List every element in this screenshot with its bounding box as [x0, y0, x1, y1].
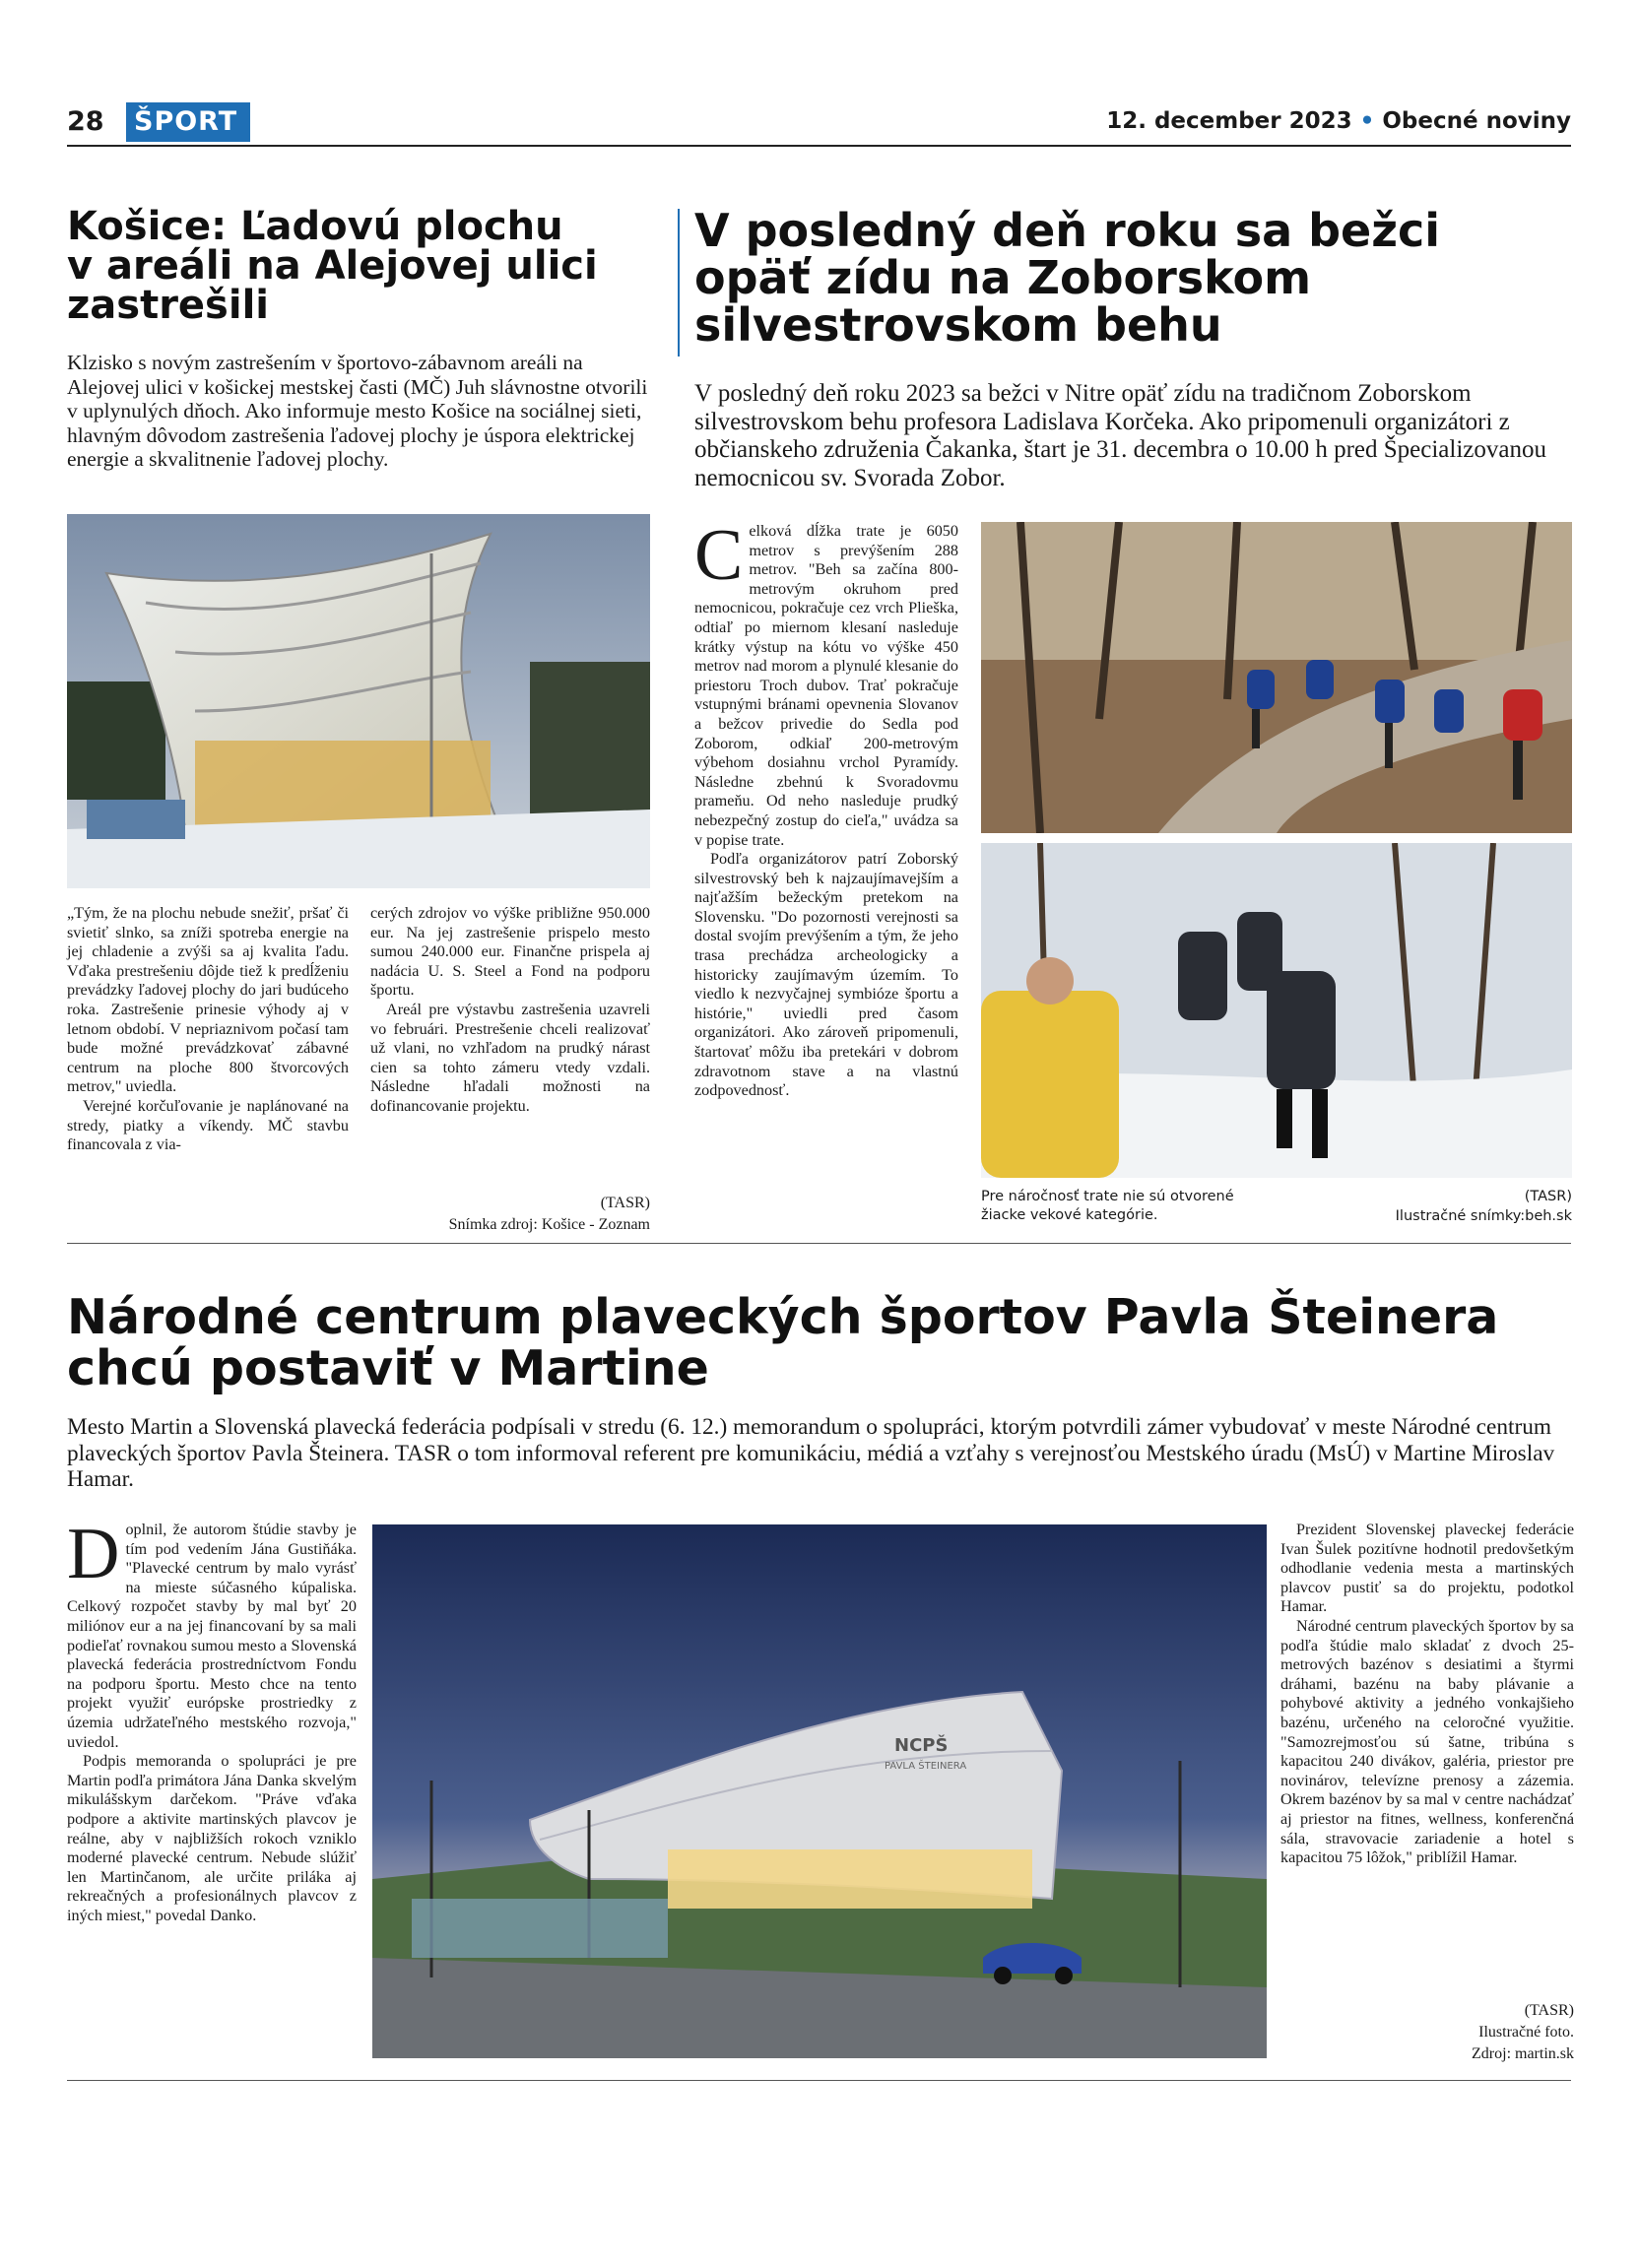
section-tag: ŠPORT	[126, 102, 250, 142]
article1-photo	[67, 514, 650, 888]
article1-lead: Klzisko s novým zastrešením v športovo-zábavnom areáli na Alejovej ulici v košickej mestskej časti (MČ) Juh slávnostne otvorili v uplynulých dňoch. Ako informuje mesto Košice na sociálnej sieti, hlavným dôvodom zastrešenia ľadovej plochy je úspora elektrickej energie a skvalitnenie ľadovej plochy.	[67, 351, 648, 471]
building-sign: NCPŠ	[894, 1735, 949, 1756]
article2-credit: (TASR)	[1524, 1189, 1572, 1204]
paragraph: Podpis memoranda o spolupráci je pre Martin podľa primátora Jána Danka skvelým mikulášskym darčekom. "Práve vďaka podpore a aktivite martinských plavcov je reálne, aby v najbližších rokoch vzniklo moderné plavecké centrum. Nebude slúžiť len Martinčanom, ale určite priláka aj rekreačných a profesionálnych plavcov z iných miest," povedal Danko.	[67, 1752, 357, 1924]
ice-rink-roof-image	[67, 514, 650, 888]
article1-credit: (TASR)	[600, 1195, 650, 1211]
snow-runners-image	[981, 843, 1572, 1178]
building-subsign: PAVLA ŠTEINERA	[885, 1761, 967, 1772]
article2-photo-2	[981, 843, 1572, 1178]
headline-line: silvestrovskom behu	[694, 298, 1222, 352]
article2-photo-credit: Ilustračné snímky:beh.sk	[1395, 1208, 1572, 1224]
paragraph: Verejné korčuľovanie je naplánované na stredy, piatky a víkendy. MČ stavbu financovala z via-	[67, 1096, 349, 1154]
paragraph: Areál pre výstavbu zastrešenia uzavreli vo februári. Prestrešenie chceli realizovať už vlani, no vzhľadom na prudký nárast cien sa tohto zámeru vtedy vzdali. Následne hľadali možnosti na dofinancovanie projektu.	[370, 1000, 650, 1115]
issue-info	[1106, 108, 1571, 134]
headline-line: chcú postaviť v Martine	[67, 1340, 709, 1396]
swimming-centre-render-image	[372, 1524, 1267, 2058]
paragraph: Prezident Slovenskej plaveckej federácie Ivan Šulek pozitívne hodnotil predovšetkým odhodlanie vedenia mesta a martinských plavcov pustiť sa do projektu, podotkol Hamar.	[1280, 1521, 1574, 1616]
article2-column	[694, 515, 958, 1101]
headline-line: zastrešili	[67, 283, 269, 328]
article3-photo-note: Ilustračné foto.	[1478, 2024, 1574, 2041]
article1-headline	[67, 204, 658, 328]
headline-line: opäť zídu na Zoborskom	[694, 251, 1312, 304]
section-rule	[67, 1243, 1571, 1244]
article3-photo-credit: Zdroj: martin.sk	[1472, 2045, 1574, 2062]
page-number: 28	[67, 106, 104, 137]
article3-photo	[372, 1524, 1267, 2058]
article3-column-left	[67, 1514, 357, 1925]
paragraph: elková dĺžka trate je 6050 metrov s prevýšením 288 metrov. "Beh sa začína 800-metrovým okruhom pred nemocnicou, pokračuje cez vrch Plieška, odtiaľ po miernom klesaní nasleduje krátky výstup na kótu vo výške 450 metrov nad morom a plynulé klesanie do priestoru Troch dubov. Trať pokračuje vstupnými bránami opevnenia Slovanov a bežcov privedie do Sedla pod Zoborom, odkiaľ 200-metrovým výbehom dosiahnu vrchol Pyramídy. Následne zbehnú k Svoradovmu prameňu. Od neho nasleduje prudký nebezpečný zostup do cieľa," uvádza sa v popise trate.	[694, 522, 958, 849]
dropcap: C	[694, 515, 744, 596]
dropcap: D	[67, 1514, 120, 1594]
article1-photo-credit: Snímka zdroj: Košice - Zoznam	[448, 1216, 650, 1233]
headline-line: V posledný deň roku sa bežci	[694, 204, 1441, 257]
separator-dot: •	[1359, 108, 1375, 134]
headline-line: Národné centrum plaveckých športov Pavla Šteinera	[67, 1289, 1499, 1345]
header-rule	[67, 145, 1571, 147]
article1-column-2	[370, 904, 650, 1117]
article2-headline	[694, 204, 1581, 352]
headline-line: Košice: Ľadovú plochu	[67, 204, 563, 249]
publication-name: Obecné noviny	[1382, 108, 1571, 134]
article2-lead: V posledný deň roku 2023 sa bežci v Nitre opäť zídu na tradičnom Zoborskom silvestrovskom behu profesora Ladislava Korčeka. Ako pripomenuli organizátori z občianskeho združenia Čakanka, štart je 31. decembra o 10.00 h pred Špecializovanou nemocnicou sv. Svorada Zobor.	[694, 380, 1546, 491]
paragraph: cerých zdrojov vo výške približne 950.000 eur. Na jej zastrešenie prispelo mesto sumou 240.000 eur. Finančne prispela aj nadácia U. S. Steel a Fond na podporu športu.	[370, 904, 650, 1000]
paragraph: Podľa organizátorov patrí Zoborský silvestrovský beh k najzaujímavejším a najťažším bežeckým pretekom na Slovensku. "Do pozornosti verejnosti sa dostal svojím prevýšením a tým, že jeho trasa prechádza archeologicky a historicky zaujímavým územím. To viedlo k nezvyčajnej symbióze športu a histórie," uviedli pred časom organizátori. Ako zároveň pripomenuli, štartovať môžu iba pretekári v dobrom zdravotnom stave a na vlastnú zodpovednosť.	[694, 850, 958, 1100]
paragraph: Národné centrum plaveckých športov by sa podľa štúdie malo skladať z dvoch 25-metrových bazénov s desiatimi a štyrmi dráhami, bazénu na baby plávanie a pohybové aktivity a jedného vonkajšieho bazénu, určeného na celoročné využitie. "Samozrejmosťou sú šatne, tribúna s kapacitou 240 divákov, galéria, priestor pre novinárov, televízne prenosy a zázemia. Okrem bazénov by sa mal v centre nachádzať aj priestor na fitnes, wellness, konferenčná sála, stravovacie zariadenie a hotel s kapacitou 75 lôžok," priblížil Hamar.	[1280, 1616, 1574, 1867]
paragraph: „Tým, že na plochu nebude snežiť, pršať či svietiť slnko, sa zníži spotreba energie na jej chladenie a zvýši sa aj kvalita ľadu. Vďaka prestrešeniu dôjde tiež k predĺženiu prevádzky ľadovej plochy do jari budúceho roka. Zastrešenie prinesie výhody aj v letnom období. V nepriaznivom počasí tam bude možné prevádzkovať zábavné centrum na ploche 800 štvorcových metrov," uviedla.	[67, 904, 349, 1096]
headline-line: v areáli na Alejovej ulici	[67, 243, 598, 289]
issue-date: 12. december 2023	[1106, 108, 1352, 134]
article3-headline	[67, 1289, 1574, 1396]
article-divider	[678, 209, 680, 356]
article2-photo-1	[981, 522, 1572, 833]
paragraph: oplnil, že autorom štúdie stavby je tím pod vedením Jána Gustiňáka. "Plavecké centrum by malo vyrásť na mieste súčasného kúpaliska. Celkový rozpočet stavby by mal byť 20 miliónov eur a na jej financovaní by sa mali podieľať rovnakou sumou mesto a Slovenská plavecká federácia prostredníctvom Fondu na podporu športu. Mesto chce na tento projekt využiť európske prostriedky z územia udržateľného mestského rozvoja," uviedol.	[67, 1521, 357, 1751]
article3-column-right	[1280, 1521, 1574, 1868]
bottom-rule	[67, 2080, 1571, 2081]
article1-column-1	[67, 904, 349, 1155]
article3-lead: Mesto Martin a Slovenská plavecká federácia podpísali v stredu (6. 12.) memorandum o spolupráci, ktorým potvrdili zámer vybudovať v meste Národné centrum plaveckých športov Pavla Šteinera. TASR o tom informoval referent pre komunikáciu, médiá a vzťahy s verejnosťou Mestského úradu (MsÚ) v Martine Miroslav Hamar.	[67, 1414, 1555, 1492]
article2-caption: Pre náročnosť trate nie sú otvorené žiacke vekové kategórie.	[981, 1189, 1234, 1223]
forest-runners-image	[981, 522, 1572, 833]
article3-credit: (TASR)	[1524, 2002, 1574, 2019]
